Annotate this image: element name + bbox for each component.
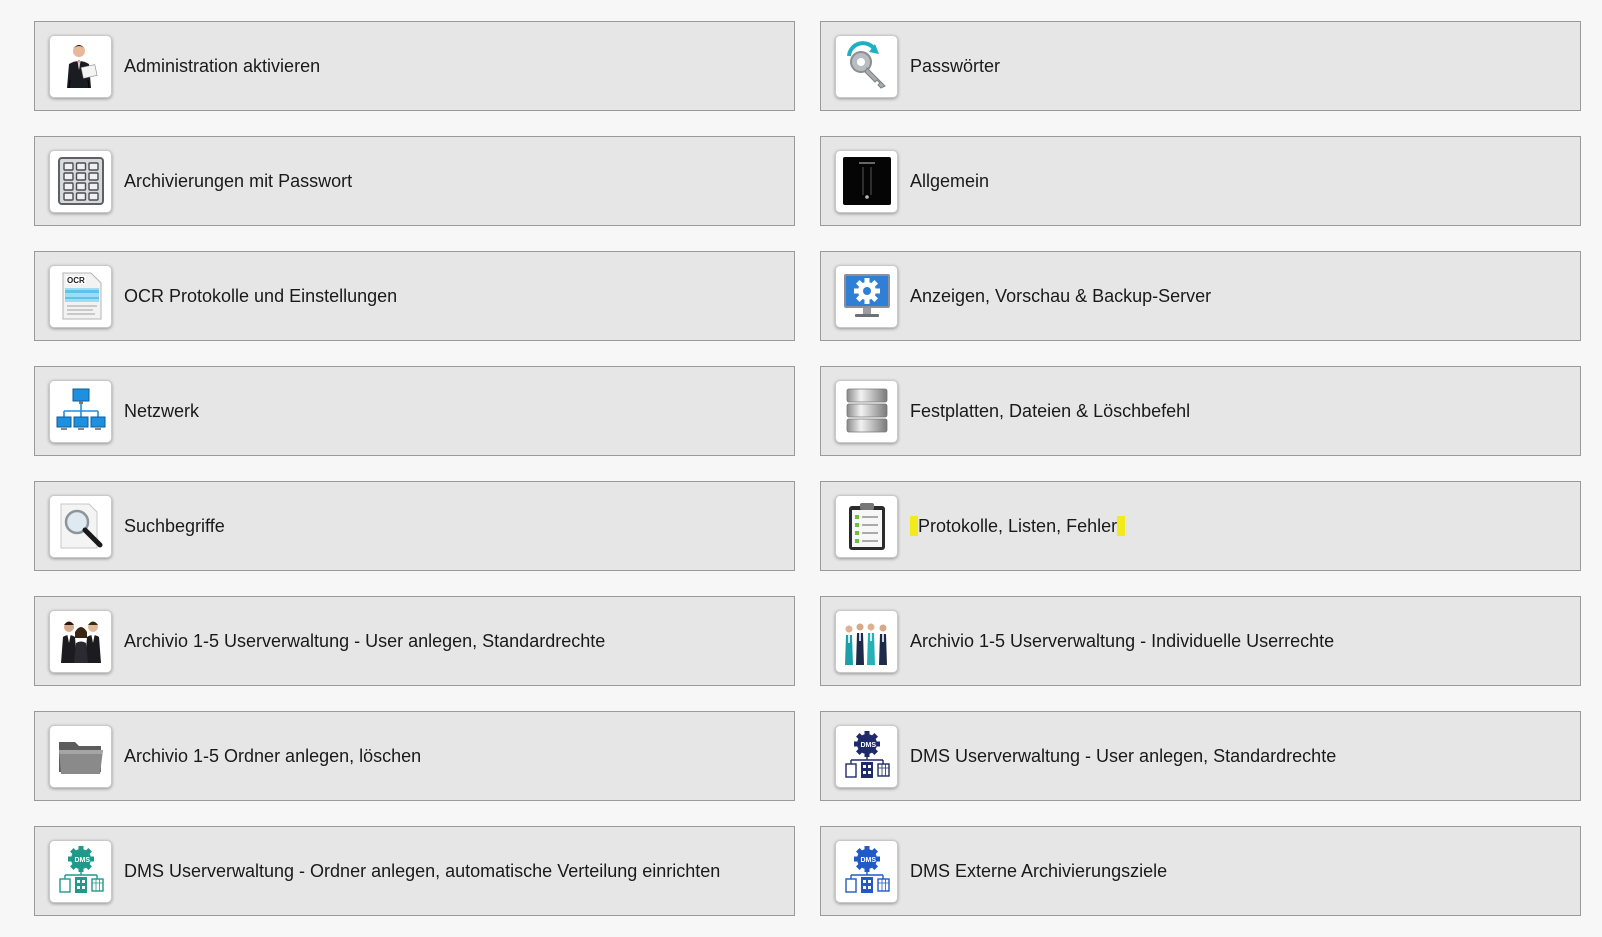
tile-label: Festplatten, Dateien & Löschbefehl [910,400,1191,421]
tile-label: Suchbegriffe [124,515,225,536]
network-icon [49,380,112,443]
folder-icon [49,725,112,788]
tile-label: Archivio 1-5 Ordner anlegen, löschen [124,745,422,766]
tile-passwoerter[interactable] [820,21,1581,111]
tile-ocr-protokolle[interactable] [34,251,795,341]
dms-gear-navy-icon [835,725,898,788]
tile-suchbegriffe[interactable] [34,481,795,571]
keypad-icon [49,150,112,213]
svg-text:OCR: OCR [66,276,85,285]
tile-label: DMS Userverwaltung - User anlegen, Standardrechte [910,745,1337,766]
highlight-marker-start [910,516,918,536]
business-team-icon [49,610,112,673]
monitor-gear-icon [835,265,898,328]
tile-label: Allgemein [910,170,990,191]
tile-label: OCR Protokolle und Einstellungen [124,285,398,306]
tile-archivio-userverwaltung-individuell[interactable] [820,596,1581,686]
key-icon [835,35,898,98]
tile-label: Netzwerk [124,400,200,421]
tile-label: Archivio 1-5 Userverwaltung - Individuelle Userrechte [910,630,1335,651]
clipboard-checklist-icon [835,495,898,558]
ocr-document-icon [49,265,112,328]
tile-label: Archivio 1-5 Userverwaltung - User anlegen, Standardrechte [124,630,606,651]
tile-allgemein[interactable] [820,136,1581,226]
svg-text:DMS: DMS [74,857,90,864]
tile-label-highlighted [910,516,1125,537]
tile-label: DMS Externe Archivierungsziele [910,860,1168,881]
tile-administration-aktivieren[interactable] [34,21,795,111]
tile-anzeigen-vorschau-backup[interactable] [820,251,1581,341]
disk-stack-icon [835,380,898,443]
dms-gear-teal-icon [49,840,112,903]
tile-netzwerk[interactable] [34,366,795,456]
tile-festplatten-dateien[interactable] [820,366,1581,456]
magnifier-icon [49,495,112,558]
tile-label: Administration aktivieren [124,55,321,76]
tile-archivio-ordner[interactable] [34,711,795,801]
svg-text:DMS: DMS [860,857,876,864]
tile-label: Passwörter [910,55,1001,76]
settings-tile-grid [34,21,1581,916]
tile-label: DMS Userverwaltung - Ordner anlegen, automatische Verteilung einrichten [124,860,721,881]
tile-label: Protokolle, Listen, Fehler [918,515,1118,536]
highlight-marker-end [1117,516,1125,536]
dms-gear-blue-icon [835,840,898,903]
businessman-icon [49,35,112,98]
tile-dms-externe-archivierungsziele[interactable] [820,826,1581,916]
tile-label: Archivierungen mit Passwort [124,170,353,191]
people-group-icon [835,610,898,673]
black-device-icon [835,150,898,213]
tile-archivierungen-mit-passwort[interactable] [34,136,795,226]
tile-dms-userverwaltung-standard[interactable] [820,711,1581,801]
tile-archivio-userverwaltung-standard[interactable] [34,596,795,686]
svg-text:DMS: DMS [860,742,876,749]
tile-dms-userverwaltung-ordner[interactable] [34,826,795,916]
tile-label: Anzeigen, Vorschau & Backup-Server [910,285,1212,306]
tile-protokolle-listen-fehler[interactable] [820,481,1581,571]
